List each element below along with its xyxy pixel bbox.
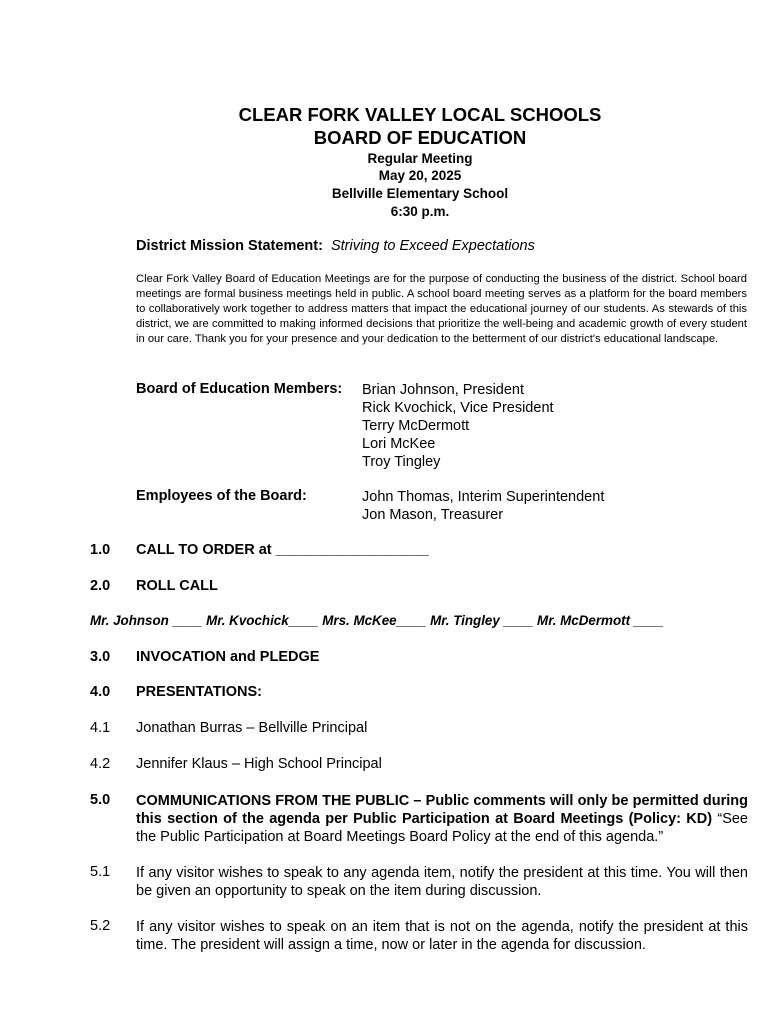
board-member: Rick Kvochick, Vice President xyxy=(362,400,554,416)
intro-paragraph: Clear Fork Valley Board of Education Meetings are for the purpose of conducting the business of the district. School board meetings are formal business meetings held in public. A school board meeting serves as a platform for the board members to collaboratively work together to address matters that impact the educational journey of our students. As stewards of this district, we are committed to making informed decisions that prioritize the well-being and academic growth of every student in our care. Thank you for your presence and your dedication to the betterment of our district's educational landscape. xyxy=(136,273,747,345)
presentations-heading: PRESENTATIONS: xyxy=(136,684,262,700)
section-number: 5.1 xyxy=(90,864,111,880)
section-number: 1.0 xyxy=(90,542,111,558)
presentation-item: Jennifer Klaus – High School Principal xyxy=(136,756,382,772)
visitor-non-agenda-item: If any visitor wishes to speak on an item that is not on the agenda, notify the president at this time. The president will assign a time, now or later in the agenda for discussion. xyxy=(136,919,748,953)
call-to-order: CALL TO ORDER at ___________________ xyxy=(136,542,429,558)
public-communications-heading: COMMUNICATIONS FROM THE PUBLIC – Public comments will only be permitted during this section of the agenda per Public Participation at Board Meetings (Policy: KD) xyxy=(136,793,748,827)
meeting-date: May 20, 2025 xyxy=(378,168,462,183)
public-communications-note: “See the Public Participation at Board Meetings Board Policy at the end of this agenda.” xyxy=(136,811,748,845)
document-title-line1: CLEAR FORK VALLEY LOCAL SCHOOLS xyxy=(238,104,602,125)
roll-call-heading: ROLL CALL xyxy=(136,578,218,594)
meeting-type: Regular Meeting xyxy=(367,151,473,166)
section-number: 2.0 xyxy=(90,578,111,594)
meeting-time: 6:30 p.m. xyxy=(390,204,450,219)
board-member: Lori McKee xyxy=(362,436,436,452)
board-member: Troy Tingley xyxy=(362,454,441,470)
section-number: 4.0 xyxy=(90,684,111,700)
invocation-heading: INVOCATION and PLEDGE xyxy=(136,649,320,665)
employee: John Thomas, Interim Superintendent xyxy=(362,489,605,505)
meeting-location: Bellville Elementary School xyxy=(331,186,509,201)
section-number: 5.2 xyxy=(90,918,111,934)
roll-call-line: Mr. Johnson ____ Mr. Kvochick____ Mrs. McKee____ Mr. Tingley ____ Mr. McDermott ____ xyxy=(90,613,664,628)
employees-list xyxy=(362,488,604,524)
presentation-item: Jonathan Burras – Bellville Principal xyxy=(136,720,368,736)
board-member: Terry McDermott xyxy=(362,418,470,434)
board-member: Brian Johnson, President xyxy=(362,382,525,398)
visitor-agenda-item: If any visitor wishes to speak to any agenda item, notify the president at this time. You will then be given an opportunity to speak on the item during discussion. xyxy=(136,865,748,899)
employee: Jon Mason, Treasurer xyxy=(362,507,504,523)
section-number: 5.0 xyxy=(90,792,111,808)
section-number: 4.2 xyxy=(90,756,111,772)
document-title-line2: BOARD OF EDUCATION xyxy=(313,127,527,148)
section-number: 3.0 xyxy=(90,649,111,665)
board-members-list xyxy=(362,381,554,471)
board-members-label: Board of Education Members: xyxy=(136,381,343,397)
section-number: 4.1 xyxy=(90,720,111,736)
mission-text: Striving to Exceed Expectations xyxy=(330,238,535,254)
public-communications xyxy=(136,792,748,846)
mission-statement xyxy=(136,238,535,254)
mission-label: District Mission Statement: xyxy=(136,238,323,254)
employees-label: Employees of the Board: xyxy=(136,488,307,504)
